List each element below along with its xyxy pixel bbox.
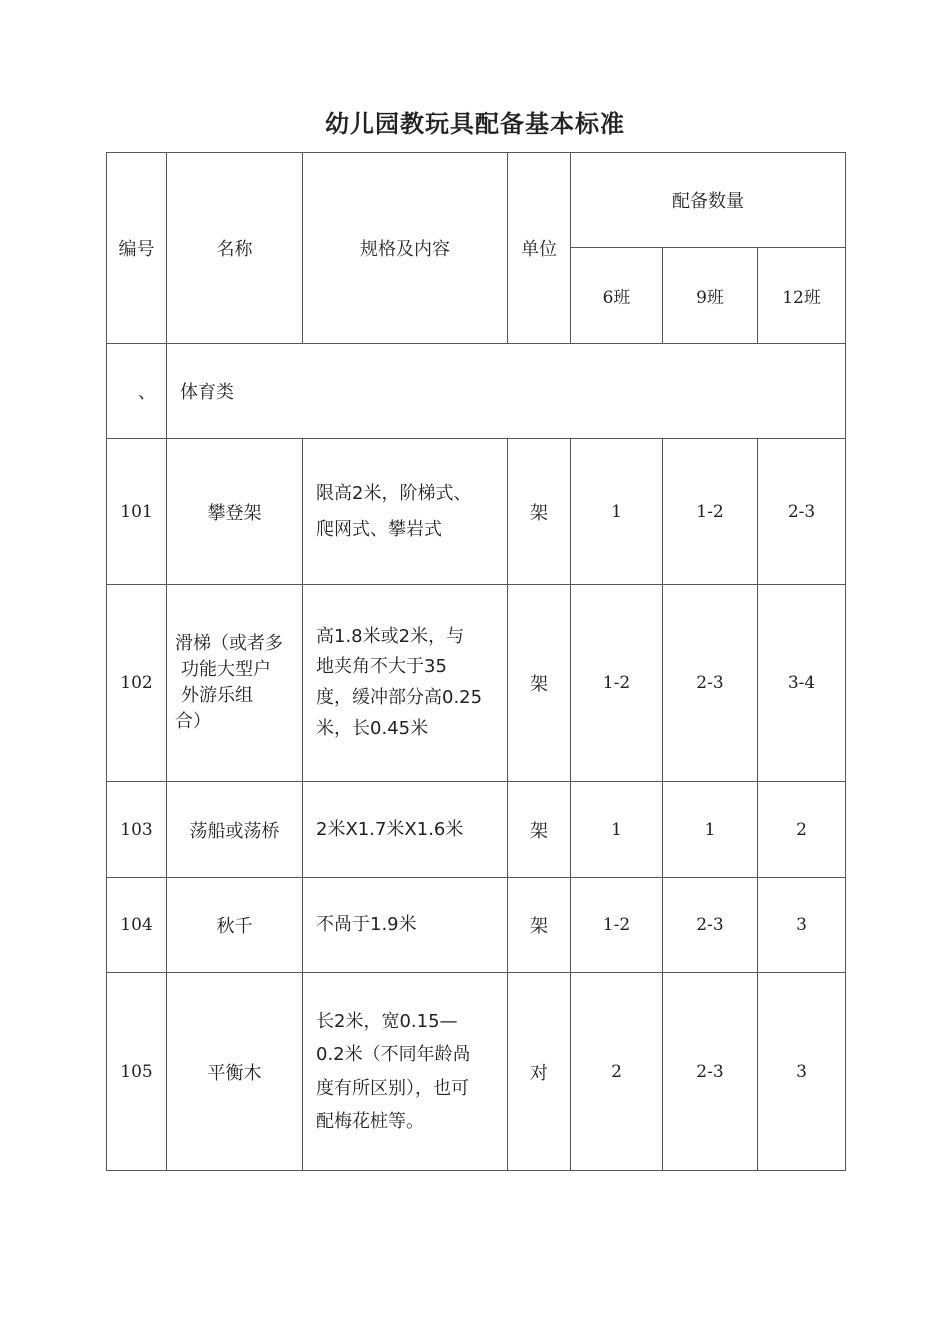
row-qty-6: 1-2 [571, 878, 663, 973]
spec-line: 地夹角不大于35 [316, 656, 447, 678]
row-name: 平衡木 [167, 973, 303, 1171]
row-id: 102 [107, 585, 167, 782]
row-qty-12: 2 [758, 782, 846, 878]
row-spec [303, 782, 508, 878]
row-qty-12: 3 [758, 973, 846, 1171]
row-unit: 架 [508, 439, 571, 585]
table-row [107, 782, 846, 878]
row-qty-9: 1 [663, 782, 758, 878]
spec-line: 米，长0.45米 [316, 717, 429, 739]
header-name: 名称 [167, 153, 303, 344]
row-qty-6: 1-2 [571, 585, 663, 782]
row-unit: 架 [508, 585, 571, 782]
row-qty-9: 2-3 [663, 585, 758, 782]
row-qty-12: 3 [758, 878, 846, 973]
row-qty-12: 2-3 [758, 439, 846, 585]
category-mark: 、 [107, 344, 167, 439]
row-unit: 架 [508, 878, 571, 973]
spec-line: 0.2米（不同年龄咼 [316, 1044, 471, 1066]
row-spec [303, 585, 508, 782]
header-id: 编号 [107, 153, 167, 344]
header-quantity: 配备数量 [571, 153, 846, 248]
table-row [107, 973, 846, 1171]
row-id: 104 [107, 878, 167, 973]
table-row [107, 439, 846, 585]
row-name: 秋千 [167, 878, 303, 973]
row-unit: 对 [508, 973, 571, 1171]
table-row [107, 878, 846, 973]
header-class-9: 9班 [663, 248, 758, 344]
name-line: 合） [175, 711, 211, 733]
header-spec: 规格及内容 [303, 153, 508, 344]
row-name [167, 585, 303, 782]
header-unit: 单位 [508, 153, 571, 344]
spec-line: 2米X1.7米X1.6米 [316, 818, 464, 840]
row-unit: 架 [508, 782, 571, 878]
row-spec [303, 973, 508, 1171]
spec-line: 度有所区别），也可 [316, 1077, 469, 1099]
row-spec [303, 878, 508, 973]
row-name: 攀登架 [167, 439, 303, 585]
page-title: 幼儿园教玩具配备基本标准 [325, 110, 625, 138]
category-label: 体育类 [167, 344, 846, 439]
row-id: 105 [107, 973, 167, 1171]
row-qty-9: 2-3 [663, 878, 758, 973]
row-qty-6: 1 [571, 439, 663, 585]
name-line: 功能大型户 [181, 658, 271, 680]
row-qty-9: 2-3 [663, 973, 758, 1171]
row-name: 荡船或荡桥 [167, 782, 303, 878]
row-qty-9: 1-2 [663, 439, 758, 585]
row-qty-6: 1 [571, 782, 663, 878]
name-line: 滑梯（或者多 [175, 632, 283, 654]
spec-line: 度，缓冲部分高0.25 [316, 687, 483, 708]
row-id: 101 [107, 439, 167, 585]
header-class-12: 12班 [758, 248, 846, 344]
spec-line: 限高2米，阶梯式、 [316, 483, 472, 505]
spec-line: 长2米，宽0.15— [316, 1010, 458, 1032]
row-qty-6: 2 [571, 973, 663, 1171]
spec-line: 高1.8米或2米，与 [316, 625, 465, 647]
row-qty-12: 3-4 [758, 585, 846, 782]
spec-line: 爬网式、攀岩式 [316, 518, 442, 540]
spec-line: 配梅花桩等。 [316, 1110, 424, 1132]
name-line: 外游乐组 [181, 685, 253, 706]
row-spec [303, 439, 508, 585]
table-row [107, 585, 846, 782]
equipment-table [106, 152, 846, 1171]
header-class-6: 6班 [571, 248, 663, 344]
row-id: 103 [107, 782, 167, 878]
spec-line: 不咼于1.9米 [316, 914, 417, 936]
